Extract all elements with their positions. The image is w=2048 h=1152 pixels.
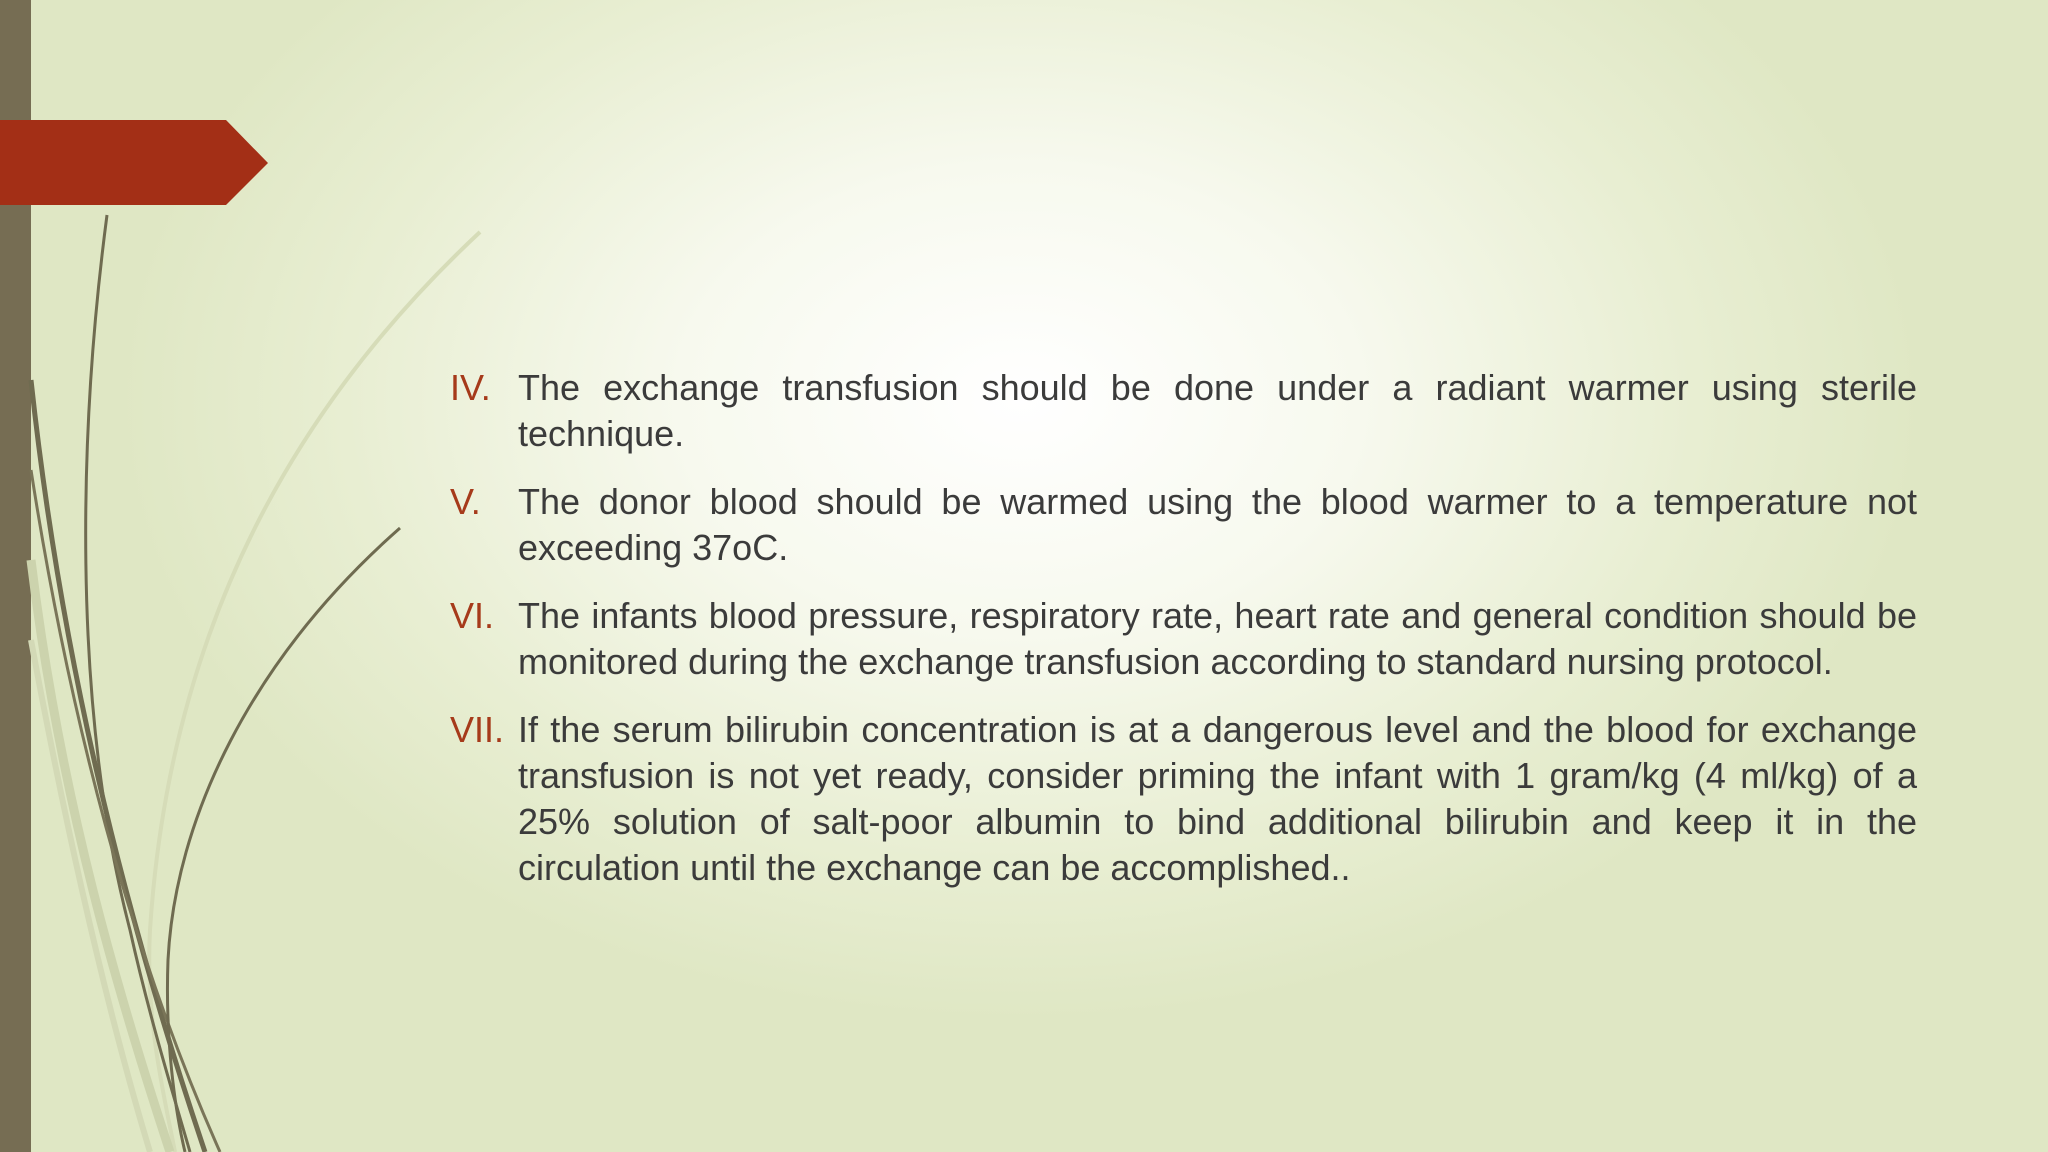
list-text: The exchange transfusion should be done under a radiant warmer using sterile technique. (518, 367, 1917, 454)
numbered-list (450, 365, 1917, 913)
list-numeral: V. (450, 481, 481, 522)
list-numeral: VII. (450, 709, 505, 750)
list-numeral: IV. (450, 367, 491, 408)
light-stem (31, 560, 170, 1152)
list-text: The donor blood should be warmed using the blood warmer to a temperature not exceeding 37oC. (518, 481, 1917, 568)
list-text: The infants blood pressure, respiratory rate, heart rate and general condition should be monitored during the exchange transfusion according to standard nursing protocol. (518, 595, 1917, 682)
list-item (450, 365, 1917, 457)
list-item (450, 707, 1917, 891)
list-item (450, 593, 1917, 685)
dark-stem (86, 215, 190, 1152)
list-numeral: VI. (450, 595, 495, 636)
dark-stem (167, 528, 400, 1152)
light-stem (149, 232, 480, 1152)
title-arrow-banner (0, 120, 268, 205)
list-item (450, 479, 1917, 571)
list-text: If the serum bilirubin concentration is at a dangerous level and the blood for exchange transfusion is not yet ready, consider priming the infant with 1 gram/kg (4 ml/kg) of a 25% solution of salt-poor albumin to bind additional bilirubin and keep it in the circulation until the exchange can be accomplished.. (518, 709, 1917, 888)
